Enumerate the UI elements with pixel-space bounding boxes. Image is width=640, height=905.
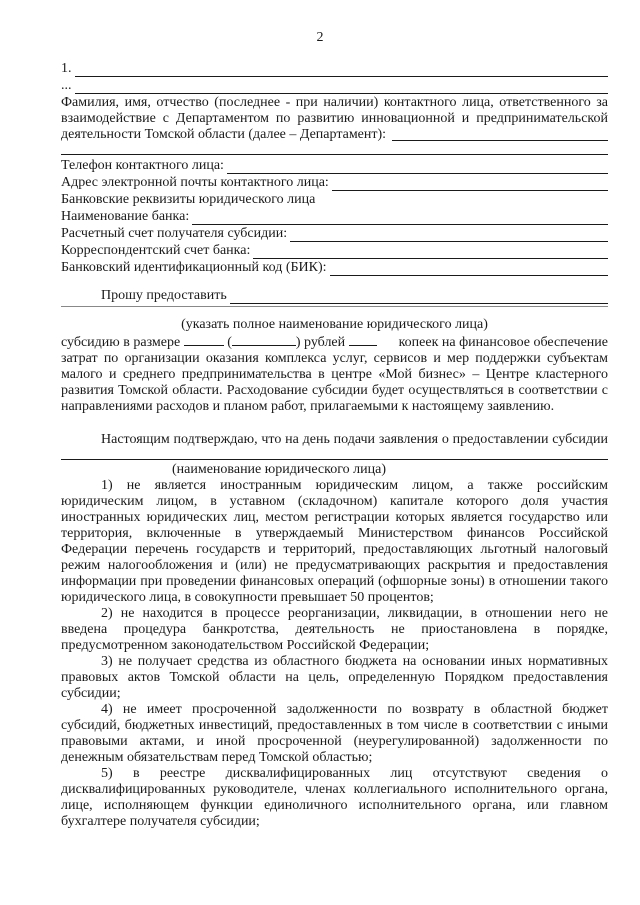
condition-item: 3) не получает средства из областного бюджета на основании иных нормативных правовых актов Томской области на цель, определенную Порядком предоставления субсидии;: [61, 654, 608, 701]
condition-item: 4) не имеет просроченной задолженности по возврату в областной бюджет субсидий, бюджетных инвестиций, предоставленных в том числе в соответствии с иными правовыми актами, и иной просроченной (неурегулированной) задолженности по денежным обязательствам перед Томской областью;: [61, 702, 608, 765]
bik-field: Банковский идентификационный код (БИК):: [61, 259, 608, 276]
account-field: Расчетный счет получателя субсидии:: [61, 225, 608, 242]
bank-name-field: Наименование банка:: [61, 208, 608, 225]
item-1-marker: 1.: [61, 61, 72, 76]
condition-item: 1) не является иностранным юридическим лицом, а также российским юридическим лицом, в уставном (складочном) капитале которого доля участия иностранных юридических лиц, местом регистрации которых является государство или территория, включенные в утверждаемый Министерством финансов Российской Федерации перечень государств и территорий, предоставляющих льготный налоговый режим налогообложения и (или) не предусматривающих раскрытия и предоставления информации при проведении финансовых операций (офшорные зоны) в отношении такого юридического лица, в совокупности превышает 50 процентов;: [61, 478, 608, 605]
legal-entity-hint: (наименование юридического лица): [172, 462, 386, 477]
subsidy-paragraph: субсидию в размере ( ) рублей копеек на финансовое обеспечение затрат по организации оказания комплекса услуг, сервисов и мер поддержки субъектам малого и среднего предпринимательства в центре «Мой бизнес» – Центре кластерного развития Томской области. Расходование субсидии будет осуществляться в соответствии с направлениями расходов и планом работ, прилагаемыми к настоящему заявлению.: [61, 335, 608, 414]
request-extra-line: [61, 306, 608, 307]
legal-name-hint: (указать полное наименование юридического лица): [181, 317, 488, 332]
confirm-text: Настоящим подтверждаю, что на день подачи заявления о предоставлении субсидии: [101, 432, 608, 447]
request-row: Прошу предоставить: [101, 287, 608, 304]
condition-item: 2) не находится в процессе реорганизации, ликвидации, в отношении него не введена процедура банкротства, деятельность не приостановлена в порядке, предусмотренном законодательством Российской Федерации;: [61, 606, 608, 653]
contact-paragraph: Фамилия, имя, отчество (последнее - при наличии) контактного лица, ответственного за взаимодействие с Департаментом по развитию инновационной и предпринимательской деятельности Томской области (далее – Департамент):: [61, 95, 608, 142]
conditions-list: [61, 478, 608, 830]
ellipsis-blank: [75, 81, 609, 94]
contact-extra-line: [61, 141, 608, 155]
ellipsis: ...: [61, 78, 72, 93]
confirm-blank: [61, 449, 608, 460]
bank-details-label: Банковские реквизиты юридического лица: [61, 192, 316, 207]
page-number: 2: [316, 30, 324, 45]
item-1-row: [61, 60, 608, 77]
condition-item: 5) в реестре дисквалифицированных лиц отсутствуют сведения о дисквалифицированных руководителе, членах коллегиального исполнительного органа, лице, исполняющем функции единоличного исполнительного органа, или главном бухгалтере получателя субсидии;: [61, 766, 608, 829]
item-1-blank: [75, 64, 609, 77]
subsidy-rest: затрат по организации оказания комплекса услуг, сервисов и мер поддержки субъектам малого и среднего предпринимательства в центре «Мой бизнес» – Центре кластерного развития Томской области. Расходование субсидии будет осуществляться в соответствии с направлениями расходов и планом работ, прилагаемыми к настоящему заявлению.: [61, 351, 608, 414]
department-blank: [392, 127, 608, 141]
email-field: Адрес электронной почты контактного лица:: [61, 174, 608, 191]
corr-account-field: Корреспондентский счет банка:: [61, 242, 608, 259]
ellipsis-row: [61, 77, 608, 94]
phone-field: Телефон контактного лица:: [61, 157, 608, 174]
